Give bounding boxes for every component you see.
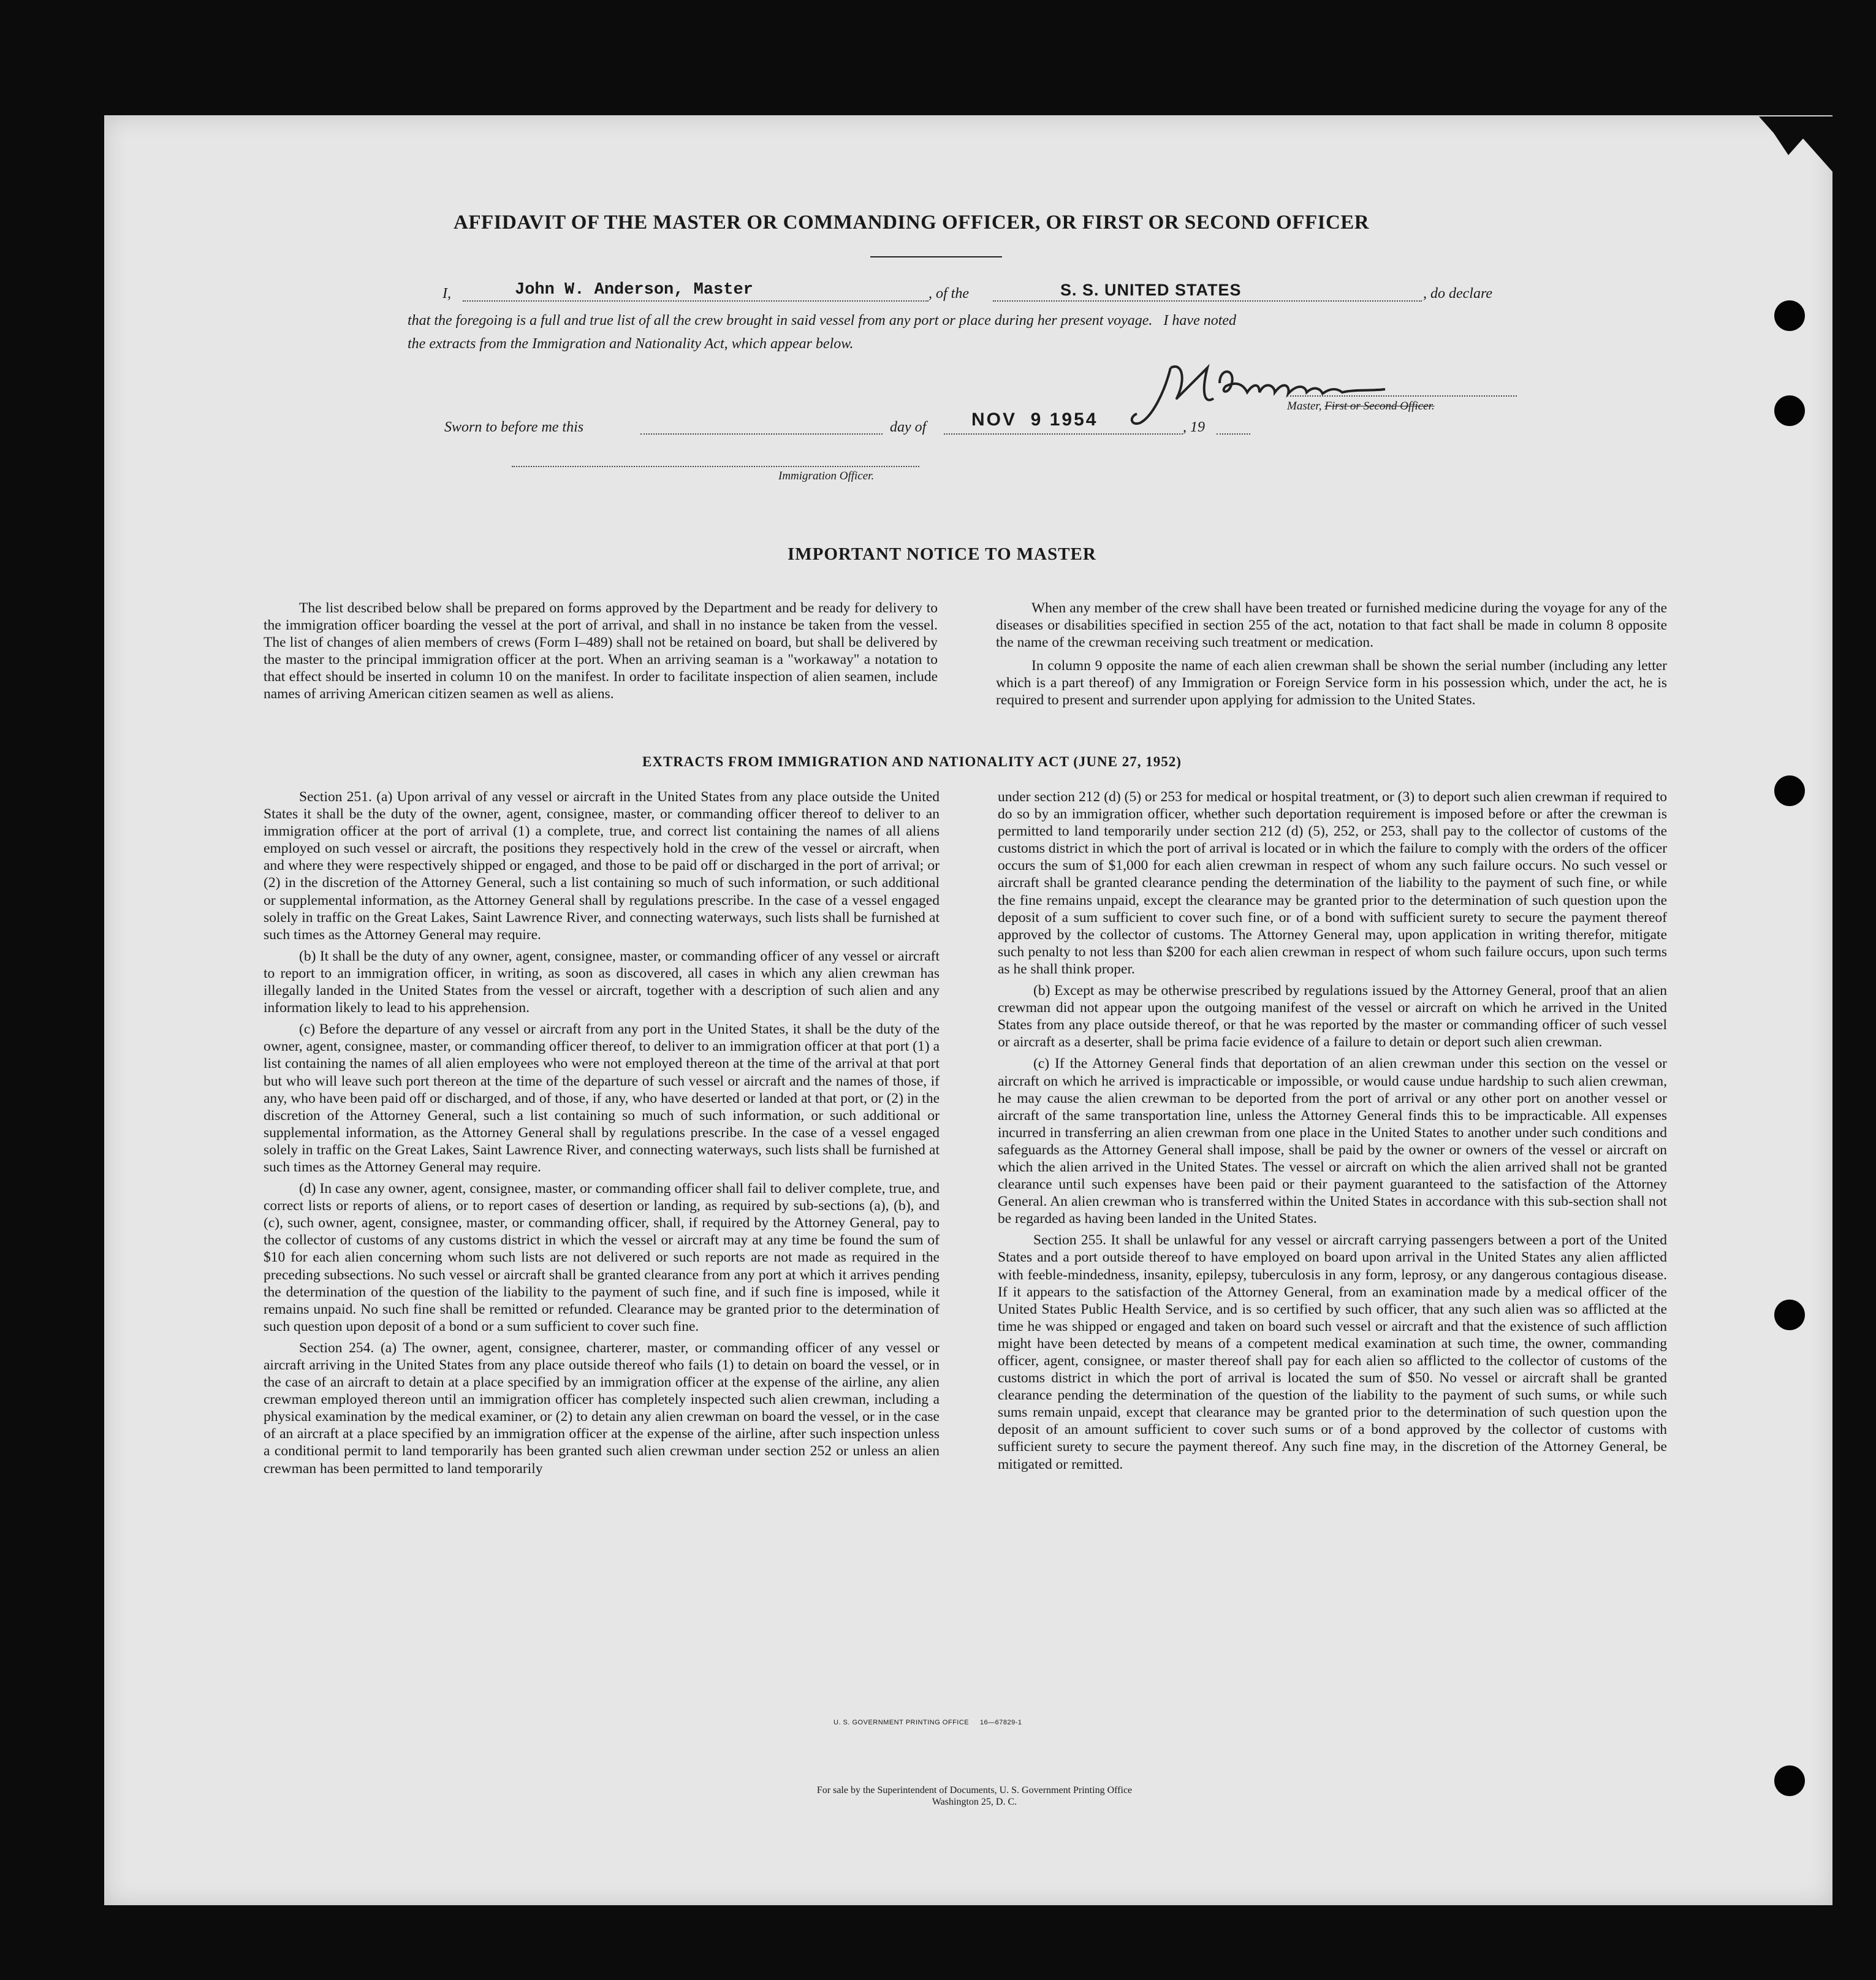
notice-right-paragraph-1: When any member of the crew shall have been treated or furnished medicine during the voyage for any of the diseases or disabilities specified in section 255 of the act, notation to that fact shall be made in column 8 opposite the name of the crewman receiving such treatment or medication. xyxy=(996,600,1667,651)
day-of-label: day of xyxy=(890,419,927,435)
section-254b: (b) Except as may be otherwise prescribed by regulations issued by the Attorney General, proof that an alien crewman did not appear upon the outgoing manifest of the vessel or aircraft on which he arrived in the United States from any place outside thereof, or that he was reported by the master or commanding officer of such vessel or aircraft as a deserter, shall be prima facie evidence of a failure to detain or deport such alien crewman. xyxy=(998,983,1667,1051)
declaration-line-2: that the foregoing is a full and true list of all the crew brought in said vessel from any port or place during her present voyage. I have noted xyxy=(408,313,1237,329)
do-declare-label: , do declare xyxy=(1423,286,1493,302)
sworn-day-line xyxy=(640,433,883,435)
for-sale-line-2: Washington 25, D. C. xyxy=(932,1797,1017,1807)
year-line xyxy=(1217,433,1250,435)
date-stamp: NOV 9 1954 xyxy=(971,409,1098,430)
immigration-officer-line xyxy=(512,466,919,467)
vessel-field-line xyxy=(993,300,1422,302)
binder-hole xyxy=(1774,1300,1805,1330)
section-251d: (d) In case any owner, agent, consignee, master, or commanding officer shall fail to deliver complete, true, and correct lists or reports of aliens, or to report cases of desertion or landing, as required by sub-sections (a), (b), and (c), such owner, agent, consignee, master, or commanding officer, shall, if required by the Attorney General, pay to the collector of customs of any customs district in which the vessel or aircraft may at any time be found the sum of $10 for each alien concerning whom such lists are not delivered or such reports are not made as required in the preceding subsections. No such vessel or aircraft shall be granted clearance from any port at which it arrives pending the determination of the question of the liability to the payment of such fine, and if such fine is imposed, while it remains unpaid. No such fine shall be remitted or refunded. Clearance may be granted prior to the determination of such question upon deposit of a bond or a sum sufficient to cover such fine. xyxy=(264,1181,940,1335)
month-line xyxy=(944,433,1183,435)
section-251c: (c) Before the departure of any vessel or aircraft from any port in the United States, it shall be the duty of the owner, agent, consignee, master, or commanding officer thereof, to deliver to an immigration officer at that port (1) a list containing the names of all alien employees who were not employed thereon at the time of the arrival at that port but who will leave such port thereon at the time of the departure of such vessel or aircraft and the names of those, if any, who have been paid off or discharged, and of those, if any, who have deserted or landed at that port, or (2) in the discretion of the Attorney General, such a list containing so much of such information, or such additional or supplemental information, as the Attorney General shall by regulations prescribe. In the case of a vessel engaged solely in traffic on the Great Lakes, Saint Lawrence River, and connecting waterways, such lists shall be furnished at such times as the Attorney General may require. xyxy=(264,1021,940,1175)
section-251b: (b) It shall be the duty of any owner, agent, consignee, master, or commanding officer of any vessel or aircraft to report to an immigration officer, in writing, as soon as discovered, all cases in which any alien crewman has illegally landed in the United States from the vessel or aircraft, together with a description of such alien and any information likely to lead to his apprehension. xyxy=(264,948,940,1016)
section-255: Section 255. It shall be unlawful for any vessel or aircraft carrying passengers between a port of the United States and a port outside thereof to have employed on board upon arrival in the United States any alien afflicted with feeble-mindedness, insanity, epilepsy, tuberculosis in any form, leprosy, or any dangerous contagious disease. If it appears to the satisfaction of the Attorney General, from an examination made by a medical officer of the United States Public Health Service, and is so certified by such officer, that any such alien was so afflicted at the time he was shipped or engaged and taken on board such vessel or aircraft and that the existence of such affliction might have been detected by means of a competent medical examination at such time, the owner, commanding officer, agent, consignee, or master thereof shall pay for each alien so afflicted to the collector of customs of the customs district in which the port of arrival is located the sum of $50. No vessel or aircraft shall be granted clearance pending the determination of the question of the liability to the payment of such sums, or while such sums remain unpaid, except that clearance may be granted prior to the determination of such question upon the deposit of an amount sufficient to cover such sums or of a bond approved by the collector of customs with sufficient surety to secure the payment thereof. Any such fine may, in the discretion of the Attorney General, be mitigated or remitted. xyxy=(998,1232,1667,1472)
section-254c: (c) If the Attorney General finds that deportation of an alien crewman under this section on the vessel or aircraft on which he arrived is impracticable or impossible, or would cause undue hardship to such alien crewman, he may cause the alien crewman to be deported from the port of arrival or any other port on another vessel or aircraft of the same transportation line, unless the Attorney General finds this to be impracticable. All expenses incurred in transferring an alien crewman from one place in the United States to another under such conditions and safeguards as the Attorney General shall impose, shall be paid by the owner or owners of the vessel or aircraft on which the alien arrived in the United States. The vessel or aircraft on which the alien arrived shall not be granted clearance until such expenses have been paid or their payment guaranteed to the satisfaction of the Attorney General. An alien crewman who is transferred within the United States in accordance with this sub-section shall not be regarded as having been landed in the United States. xyxy=(998,1056,1667,1227)
master-word: Master, xyxy=(1287,400,1322,413)
struck-officer-label: First or Second Officer. xyxy=(1324,400,1435,413)
section-254a-continued: under section 212 (d) (5) or 253 for medical or hospital treatment, or (3) to deport such alien crewman if required to do so by an immigration officer, whether such deportation requirement is imposed before or after the crewman is permitted to land temporarily under section 212 (d) (5), 252, or 253, shall pay to the collector of customs of the customs district in which the port of arrival is located or in which the failure to comply with the orders of the officer occurs the sum of $1,000 for each alien crewman in respect of whom any such failure occurs. No such vessel or aircraft shall be granted clearance pending the determination of the liability to the payment of such fine, or while the fine remains unpaid, except the clearance may be granted prior to the determination of such question upon the deposit of a sum sufficient to cover such fine, or of a bond with sufficient surety to secure the payment thereof approved by the collector of customs. The Attorney General may, upon application in writing therefor, mitigate such penalty to not less than $200 for each alien crewman in respect of whom such failure occurs, upon such terms as he shall think proper. xyxy=(998,789,1668,977)
notice-title: IMPORTANT NOTICE TO MASTER xyxy=(788,544,1096,564)
immigration-officer-label: Immigration Officer. xyxy=(778,470,875,482)
for-sale-notice xyxy=(613,1784,1336,1808)
binder-hole xyxy=(1774,395,1805,426)
of-the-label: , of the xyxy=(929,286,969,302)
notice-right-paragraph-2: In column 9 opposite the name of each alien crewman shall be shown the serial number (including any letter which is a part thereof) of any Immigration or Foreign Service form in his possession which, under the act, he is required to present and surrender upon applying for admission to the United States. xyxy=(996,658,1667,709)
notice-left-column xyxy=(264,600,938,703)
notice-left-paragraph: The list described below shall be prepared on forms approved by the Department and be ready for delivery to the immigration officer boarding the vessel at the port of arrival, and shall in no instance be taken from the vessel. The list of changes of alien members of crews (Form I–489) shall not be retained on board, but shall be delivered by the master to the principal immigration officer at the port. When an arriving seaman is a "workaway" a notation to that effect should be inserted in column 10 on the manifest. In order to facilitate inspection of alien seamen, include names of arriving American citizen seamen as well as aliens. xyxy=(264,600,938,703)
gpo-imprint: U. S. GOVERNMENT PRINTING OFFICE 16—67829-1 xyxy=(834,1719,1022,1726)
i-label: I, xyxy=(442,286,451,302)
title-rule xyxy=(870,256,1002,257)
binder-hole xyxy=(1774,1765,1805,1796)
for-sale-line-1: For sale by the Superintendent of Documents, U. S. Government Printing Office xyxy=(816,1785,1133,1795)
year-prefix: , 19 xyxy=(1183,419,1205,435)
sworn-label: Sworn to before me this xyxy=(444,419,584,435)
extracts-right-column xyxy=(998,788,1667,1473)
section-251a: Section 251. (a) Upon arrival of any vessel or aircraft in the United States from any place outside the United States it shall be the duty of the owner, agent, consignee, master, or commanding officer thereof to deliver to an immigration officer at the port of arrival (1) a complete, true, and correct list containing the names of all aliens employed on such vessel or aircraft, the positions they respectively hold in the crew of the vessel or aircraft, when and where they were respectively shipped or engaged, and those to be paid off or discharged in the port of arrival; or (2) in the discretion of the Attorney General, such a list containing so much of such information, or such additional or supplemental information, as the Attorney General shall by regulations prescribe. In the case of a vessel engaged solely in traffic on the Great Lakes, Saint Lawrence River, and connecting waterways, such lists shall be furnished at such times as the Attorney General may require. xyxy=(264,789,940,943)
vessel-name: S. S. UNITED STATES xyxy=(1060,281,1242,299)
section-254a: Section 254. (a) The owner, agent, consignee, charterer, master, or commanding officer of any vessel or aircraft arriving in the United States from any place outside thereof who fails (1) to detain on board the vessel, or in the case of an aircraft to detain at a place specified by an immigration officer at the expense of the airline, any alien crewman employed thereon until an immigration officer has completely inspected such alien crewman, including a physical examination by the medical examiner, or (2) to detain any alien crewman on board the vessel, or in the case of an aircraft at a place specified by an immigration officer at the expense of the airline, after such inspection unless a conditional permit to land temporarily has been granted such alien crewman under section 252 or unless an alien crewman has been permitted to land temporarily xyxy=(264,1339,940,1477)
declaration-line-3: the extracts from the Immigration and Nationality Act, which appear below. xyxy=(408,336,854,352)
extracts-left-column xyxy=(264,788,940,1477)
notice-right-column xyxy=(996,600,1667,709)
extracts-title: EXTRACTS FROM IMMIGRATION AND NATIONALITY ACT (JUNE 27, 1952) xyxy=(642,754,1182,769)
affidavit-title: AFFIDAVIT OF THE MASTER OR COMMANDING OFFICER, OR FIRST OR SECOND OFFICER xyxy=(454,211,1370,234)
binder-hole xyxy=(1774,300,1805,331)
master-name: John W. Anderson, Master xyxy=(515,281,753,299)
name-field-line xyxy=(463,300,929,302)
signature-line xyxy=(1287,395,1517,397)
master-label xyxy=(1287,400,1435,413)
binder-hole xyxy=(1774,775,1805,806)
